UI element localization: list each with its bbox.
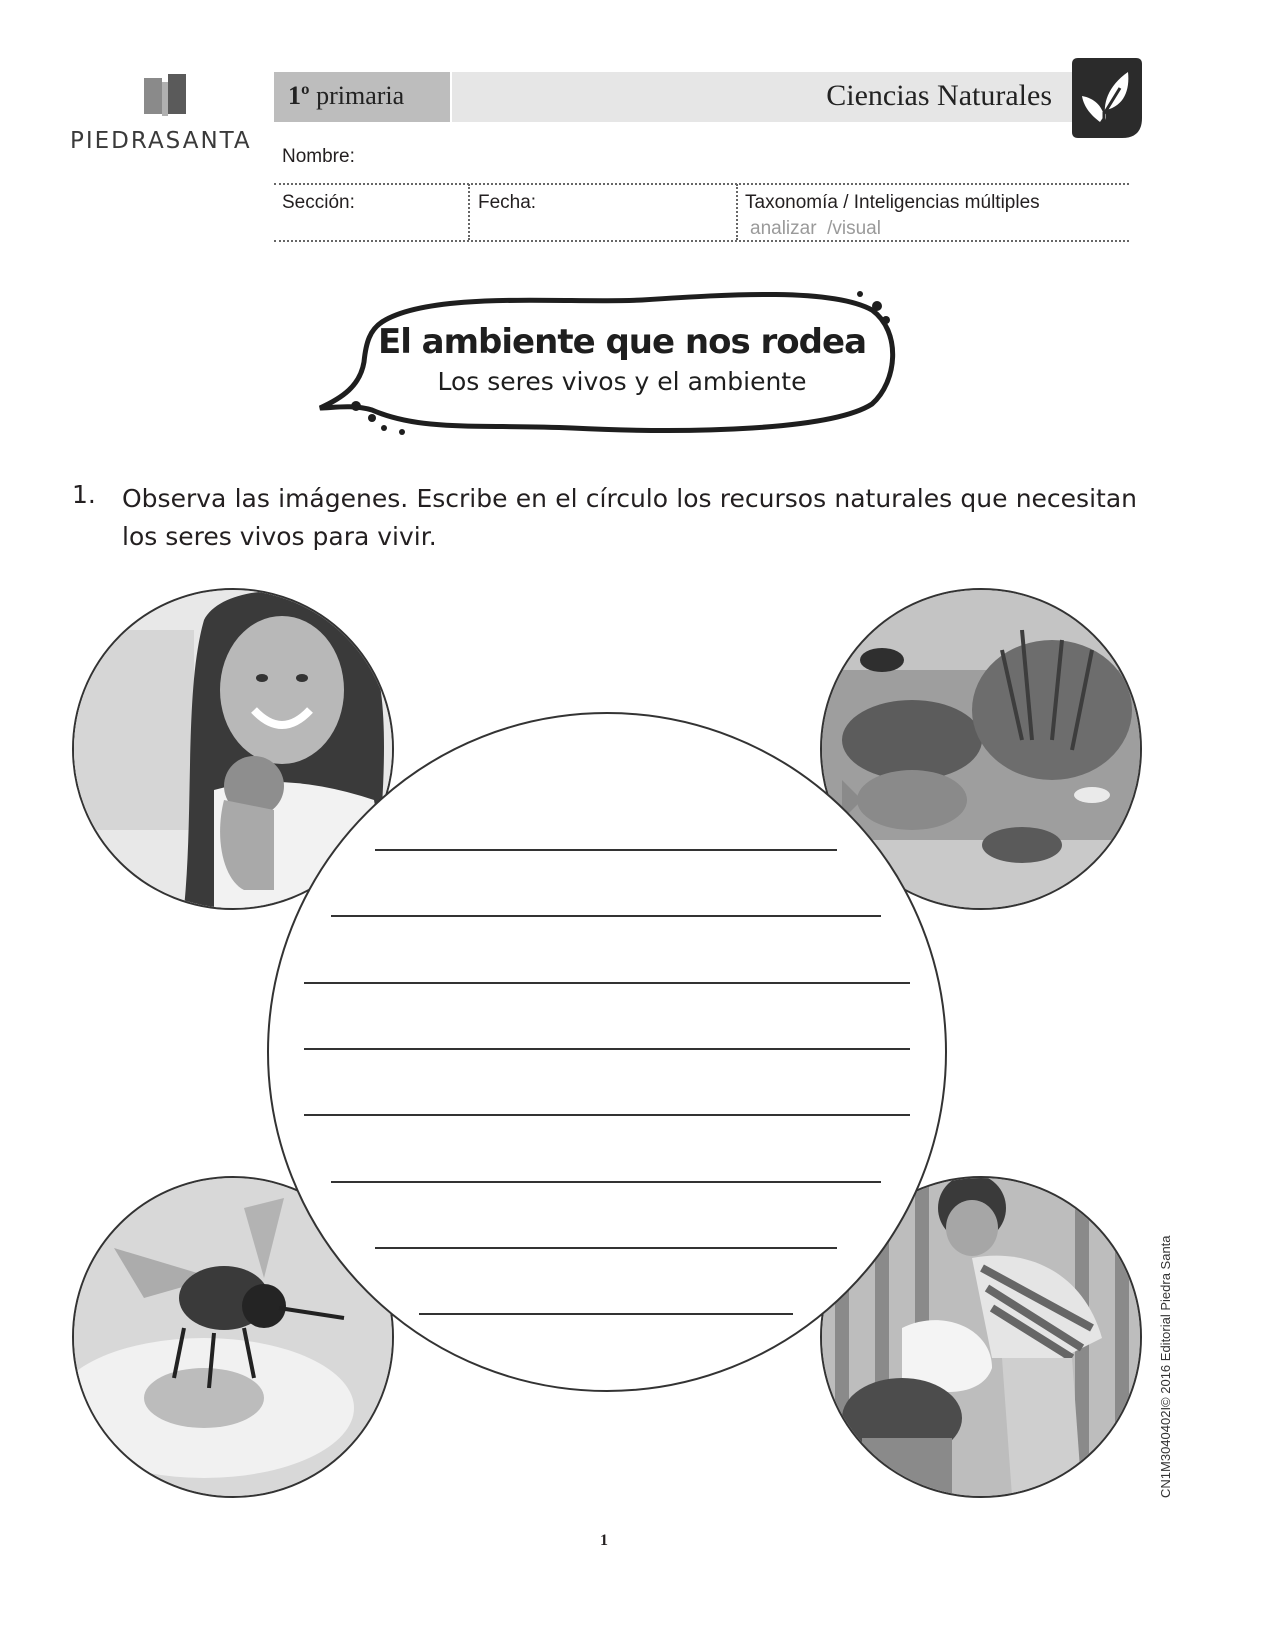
subject-band bbox=[452, 72, 1092, 122]
worksheet-subtitle: Los seres vivos y el ambiente bbox=[437, 367, 807, 396]
answer-line[interactable] bbox=[419, 1313, 793, 1315]
name-label: Nombre: bbox=[282, 146, 355, 167]
title-bubble bbox=[312, 282, 902, 442]
publisher-name: PIEDRASANTA bbox=[70, 128, 252, 154]
subject-title: Ciencias Naturales bbox=[826, 79, 1052, 112]
section-label: Sección: bbox=[282, 192, 355, 213]
answer-line[interactable] bbox=[304, 1048, 910, 1050]
answer-line[interactable] bbox=[375, 1247, 837, 1249]
form-divider-1 bbox=[468, 184, 470, 240]
grade-label bbox=[288, 81, 404, 111]
leaf-icon bbox=[1066, 58, 1142, 138]
form-divider-2 bbox=[736, 184, 738, 240]
answer-line[interactable] bbox=[304, 1114, 910, 1116]
exercise-instruction: Observa las imágenes. Escribe en el círculo los recursos naturales que necesitan los seres vivos para vivir. bbox=[122, 484, 1137, 551]
worksheet-title: El ambiente que nos rodea bbox=[377, 322, 867, 362]
exercise-number: 1. bbox=[72, 480, 96, 509]
date-label: Fecha: bbox=[478, 192, 537, 213]
taxonomy-label: Taxonomía / Inteligencias múltiples bbox=[745, 192, 1040, 213]
taxonomy-value: analizar /visual bbox=[750, 218, 881, 239]
grade-level: primaria bbox=[316, 81, 405, 110]
answer-line[interactable] bbox=[304, 982, 910, 984]
grade-box bbox=[274, 72, 450, 122]
form-divider-top bbox=[274, 183, 1129, 185]
form-divider-bottom bbox=[274, 240, 1129, 242]
answer-line[interactable] bbox=[375, 849, 837, 851]
copyright-notice: CN1M3040402I© 2016 Editorial Piedra Santa bbox=[1158, 1235, 1173, 1498]
answer-line[interactable] bbox=[331, 1181, 881, 1183]
answer-circle[interactable] bbox=[267, 712, 947, 1392]
book-icon bbox=[140, 72, 190, 118]
publisher-logo bbox=[70, 72, 270, 162]
page-number: 1 bbox=[600, 1532, 608, 1549]
grade-number: 1º bbox=[288, 81, 310, 110]
answer-line[interactable] bbox=[331, 915, 881, 917]
